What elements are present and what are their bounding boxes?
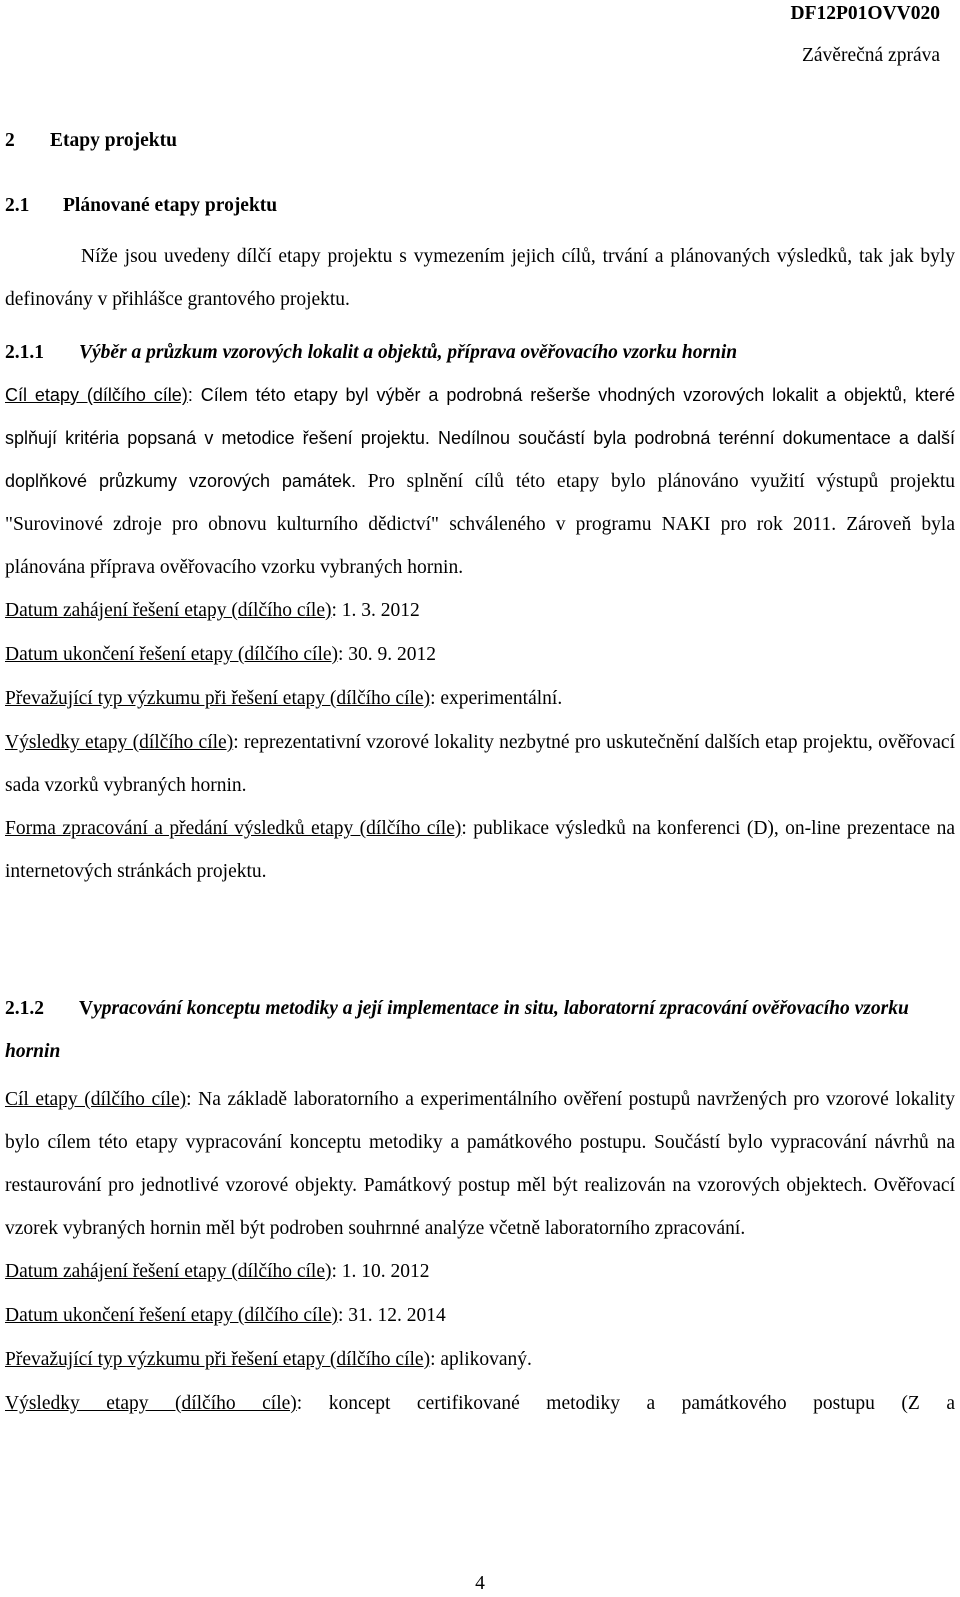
stage1-goal-label: Cíl etapy (dílčího cíle): [5, 385, 188, 405]
stage2-goal-label: Cíl etapy (dílčího cíle): [5, 1089, 187, 1110]
stage1-type-value: : experimentální.: [430, 688, 563, 709]
stage1-type: [5, 677, 955, 721]
stage1-heading: [5, 331, 955, 374]
stage2-end-label: Datum ukončení řešení etapy (dílčího cíle): [5, 1305, 339, 1326]
stage2-start: [5, 1250, 955, 1294]
stage2-title: ypracování konceptu metodiky a její implementace in situ, laboratorní zpracování ověřovacího vzorku hornin: [5, 998, 909, 1062]
section-title: Etapy projektu: [50, 130, 177, 151]
section-number: 2: [5, 130, 15, 151]
subsection-intro: [5, 235, 955, 321]
stage1-results-value: : reprezentativní vzorové lokality nezbytné pro uskutečnění dalších etap projektu, ověřovací sada vzorků vybraných hornin.: [5, 732, 955, 796]
stage1-end-value: : 30. 9. 2012: [338, 644, 437, 665]
stage1-type-label: Převažující typ výzkumu při řešení etapy (dílčího cíle): [5, 688, 431, 709]
page-number: 4: [475, 1573, 485, 1594]
document-id: DF12P01OVV020: [790, 3, 940, 24]
stage1-results-label: Výsledky etapy (dílčího cíle): [5, 732, 234, 753]
stage2-number: 2.1.2: [5, 998, 44, 1019]
stage1-title: Výběr a průzkum vzorových lokalit a objektů, příprava ověřovacího vzorku hornin: [79, 342, 738, 363]
subsection-title: Plánované etapy projektu: [63, 195, 278, 216]
stage1-goal-text-2: Nedílnou součástí byla podrobná terénní dokumentace a další doplňkové průzkumy vzorových památek.: [5, 428, 955, 491]
subsection-heading: [5, 194, 277, 218]
stage1-end: [5, 633, 955, 677]
stage1-form-value: : publikace výsledků na konferenci (D), on-line prezentace na internetových stránkách projektu.: [5, 818, 955, 882]
document-subtitle: Závěrečná zpráva: [801, 45, 940, 66]
stage2-results-value: : koncept certifikované metodiky a památkového postupu (Z a: [296, 1393, 956, 1414]
stage1-start-value: : 1. 3. 2012: [331, 600, 420, 621]
stage1-start-label: Datum zahájení řešení etapy (dílčího cíle): [5, 600, 332, 621]
stage1-start: [5, 589, 955, 633]
stage2-results: [5, 1382, 955, 1425]
stage2-start-label: Datum zahájení řešení etapy (dílčího cíle): [5, 1261, 332, 1282]
stage1-form: [5, 807, 955, 893]
stage1-goal: [5, 374, 955, 589]
stage1-end-label: Datum ukončení řešení etapy (dílčího cíle): [5, 644, 339, 665]
stage1-number: 2.1.1: [5, 342, 44, 363]
stage1-form-label: Forma zpracování a předání výsledků etapy (dílčího cíle): [5, 818, 462, 839]
stage2-type-label: Převažující typ výzkumu při řešení etapy (dílčího cíle): [5, 1349, 431, 1370]
stage2-type: [5, 1338, 955, 1382]
stage2-type-value: : aplikovaný.: [430, 1349, 532, 1370]
stage2-end-value: : 31. 12. 2014: [338, 1305, 446, 1326]
stage2-results-label: Výsledky etapy (dílčího cíle): [5, 1393, 297, 1414]
stage2-goal-text: : Na základě laboratorního a experimentálního ověření postupů navržených pro vzorové lokality bylo cílem této etapy vypracování konceptu metodiky a památkového postupu. Součástí bylo vypracování návrhů na restaurování pro jednotlivé vzorové objekty. Památkový postup měl být realizován na vzorových objektech. Ověřovací vzorek vybraných hornin měl být podroben souhrnné analýze včetně laboratorního zpracování.: [5, 1089, 955, 1239]
stage1-goal-text-3: Pro splnění cílů této etapy bylo plánováno využití výstupů projektu "Surovinové zdroje pro obnovu kulturního dědictví" schváleného v programu NAKI pro rok 2011. Zároveň byla plánována příprava ověřovacího vzorku vybraných hornin.: [5, 471, 956, 578]
stage2-body: [5, 1078, 955, 1425]
stage1-results: [5, 721, 955, 807]
stage2-end: [5, 1294, 955, 1338]
stage2-start-value: : 1. 10. 2012: [331, 1261, 430, 1282]
intro-paragraph: Níže jsou uvedeny dílčí etapy projektu s vymezením jejich cílů, trvání a plánovaných výsledků, tak jak byly definovány v přihlášce grantového projektu.: [5, 246, 955, 310]
stage1-body: [5, 374, 955, 893]
stage1-goal-text: : Cílem této etapy byl výběr a podrobná rešerše vhodných vzorových lokalit a objektů, které splňují kritéria popsaná v metodice řešení projektu.: [5, 385, 955, 448]
stage2-title-lead: V: [79, 998, 94, 1019]
stage2-goal: [5, 1078, 955, 1250]
subsection-number: 2.1: [5, 195, 30, 216]
section-heading: [5, 129, 177, 153]
stage2-heading: [5, 987, 955, 1073]
